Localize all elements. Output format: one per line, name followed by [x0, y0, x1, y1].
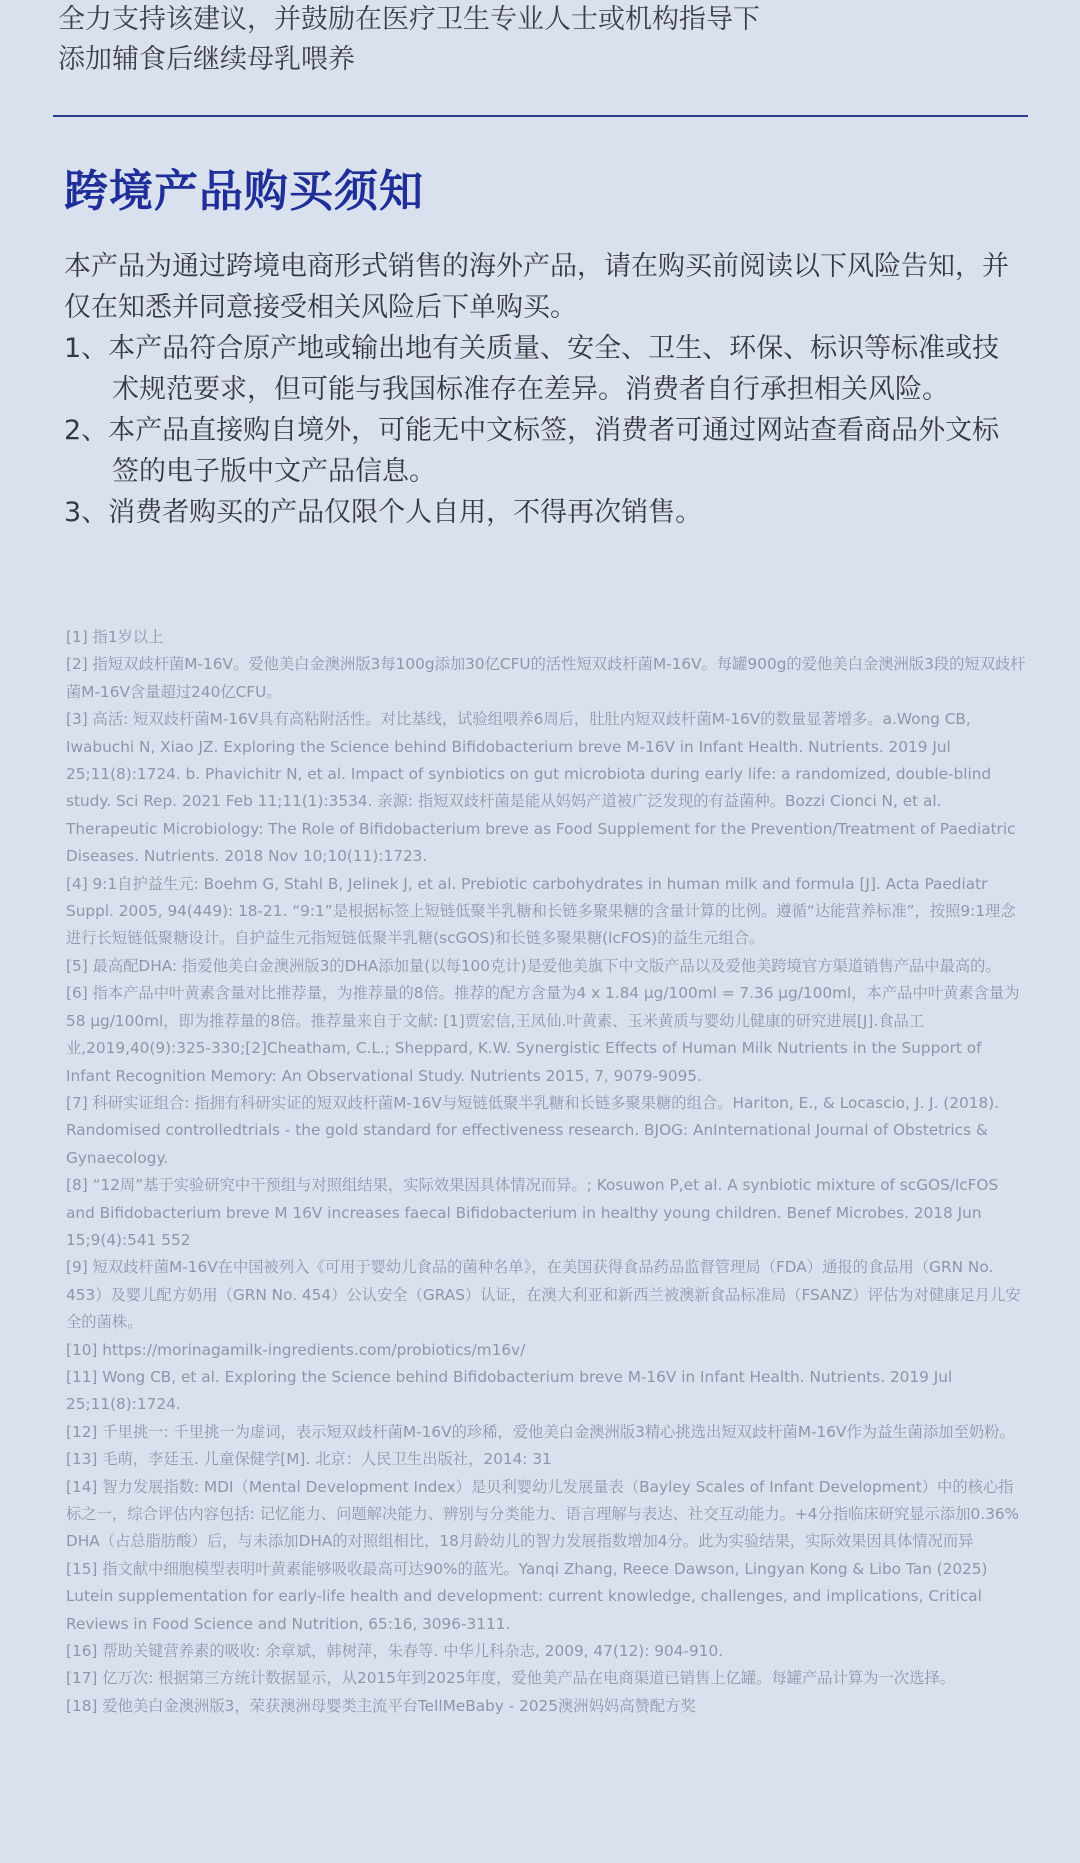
reference-item: [9] 短双歧杆菌M-16V在中国被列入《可用于婴幼儿食品的菌种名单》，在美国获得食品药品监督管理局（FDA）通报的食品用（GRN No. 453）及婴儿配方奶用（GRN No. 454）公认安全（GRAS）认证，在澳大利亚和新西兰被澳新食品标准局（FSANZ）评估为对健康足月儿安全的菌株。	[66, 1258, 1021, 1332]
section-divider	[53, 115, 1028, 117]
notice-item: 1、本产品符合原产地或输出地有关质量、安全、卫生、环保、标识等标准或技术规范要求，但可能与我国标准存在差异。消费者自行承担相关风险。	[64, 333, 1000, 405]
reference-item: [13] 毛萌，李廷玉. 儿童保健学[M]. 北京：人民卫生出版社，2014: 31	[66, 1450, 552, 1469]
reference-item: [7] 科研实证组合: 指拥有科研实证的短双歧杆菌M-16V与短链低聚半乳糖和长链多聚果糖的组合。Hariton, E., & Locascio, J. J. (2018). Randomised controlledtrials - the gold standard for effectiveness research. BJOG: AnInternational Journal of Obstetrics & Gynaecology.	[66, 1093, 1000, 1167]
references-list	[66, 624, 1026, 1720]
reference-item: [4] 9:1自护益生元: Boehm G, Stahl B, Jelinek J, et al. Prebiotic carbohydrates in human milk and formula [J]. Acta Paediatr Suppl. 2005, 94(449): 18-21. “9:1”是根据标签上短链低聚半乳糖和长链多聚果糖的含量计算的比例。遵循“达能营养标准”，按照9:1理念进行长短链低聚糖设计。自护益生元指短链低聚半乳糖(scGOS)和长链多聚果糖(lcFOS)的益生元组合。	[66, 874, 1016, 948]
top-note-line: 添加辅食后继续母乳喂养	[58, 44, 355, 75]
top-note-line: 全力支持该建议，并鼓励在医疗卫生专业人士或机构指导下	[58, 4, 760, 35]
reference-item: [12] 千里挑一: 千里挑一为虚词，表示短双歧杆菌M-16V的珍稀，爱他美白金澳洲版3精心挑选出短双歧杆菌M-16V作为益生菌添加至奶粉。	[66, 1422, 1015, 1441]
reference-item: [3] 高活: 短双歧杆菌M-16V具有高粘附活性。对比基线，试验组喂养6周后，肚肚内短双歧杆菌M-16V的数量显著增多。a.Wong CB, Iwabuchi N, Xiao JZ. Exploring the Science behind Bifidobacterium breve M-16V in Infant Health. Nutrients. 2019 Jul 25;11(8):1724. b. Phavichitr N, et al. Impact of synbiotics on gut microbiota during early life: a randomized, double-blind study. Sci Rep. 2021 Feb 11;11(1):3534. 亲源: 指短双歧杆菌是能从妈妈产道被广泛发现的有益菌种。Bozzi Cionci N, et al. Therapeutic Microbiology: The Role of Bifidobacterium breve as Food Supplement for the Prevention/Treatment of Paediatric Diseases. Nutrients. 2018 Nov 10;10(11):1723.	[66, 710, 1016, 866]
reference-item: [17] 亿万次: 根据第三方统计数据显示，从2015年到2025年度，爱他美产品在电商渠道已销售上亿罐。每罐产品计算为一次选择。	[66, 1669, 955, 1688]
notice-item: 2、本产品直接购自境外，可能无中文标签，消费者可通过网站查看商品外文标签的电子版中文产品信息。	[64, 415, 1000, 487]
reference-item: [2] 指短双歧杆菌M-16V。爱他美白金澳洲版3每100g添加30亿CFU的活性短双歧杆菌M-16V。每罐900g的爱他美白金澳洲版3段的短双歧杆菌M-16V含量超过240亿CFU。	[66, 655, 1026, 701]
notice-item: 3、消费者购买的产品仅限个人自用，不得再次销售。	[64, 497, 703, 528]
reference-item: [5] 最高配DHA: 指爱他美白金澳洲版3的DHA添加量(以每100克计)是爱他美旗下中文版产品以及爱他美跨境官方渠道销售产品中最高的。	[66, 956, 1001, 975]
reference-item: [18] 爱他美白金澳洲版3，荣获澳洲母婴类主流平台TellMeBaby - 2025澳洲妈妈高赞配方奖	[66, 1696, 696, 1715]
page-title: 跨境产品购买须知	[64, 166, 424, 217]
reference-item: [16] 帮助关键营养素的吸收: 余章斌，韩树萍，朱春等. 中华儿科杂志, 2009, 47(12): 904-910.	[66, 1642, 724, 1661]
reference-item: [15] 指文献中细胞模型表明叶黄素能够吸收最高可达90%的蓝光。Yanqi Zhang, Reece Dawson, Lingyan Kong & Libo Tan (2025) Lutein supplementation for early-life health and development: current knowledge, challenges, and implications, Critical Reviews in Food Science and Nutrition, 65:16, 3096-3111.	[66, 1559, 988, 1633]
reference-item: [14] 智力发展指数: MDI（Mental Development Index）是贝利婴幼儿发展量表（Bayley Scales of Infant Development）中的核心指标之一，综合评估内容包括: 记忆能力、问题解决能力、辨别与分类能力、语言理解与表达、社交互动能力。+4分指临床研究显示添加0.36% DHA（占总脂肪酸）后，与未添加DHA的对照组相比，18月龄幼儿的智力发展指数增加4分。此为实验结果，实际效果因具体情况而异	[66, 1477, 1020, 1551]
purchase-notice	[64, 246, 1024, 533]
notice-intro: 本产品为通过跨境电商形式销售的海外产品，请在购买前阅读以下风险告知，并仅在知悉并同意接受相关风险后下单购买。	[64, 251, 1009, 323]
top-note	[58, 0, 1038, 80]
reference-item: [1] 指1岁以上	[66, 628, 164, 646]
reference-item: [11] Wong CB, et al. Exploring the Science behind Bifidobacterium breve M-16V in Infant Health. Nutrients. 2019 Jul 25;11(8):1724.	[66, 1367, 953, 1414]
reference-item: [8] “12周”基于实验研究中干预组与对照组结果，实际效果因具体情况而异。; Kosuwon P,et al. A synbiotic mixture of scGOS/lcFOS and Bifidobacterium breve M 16V increases faecal Bifidobacterium in healthy young children. Benef Microbes. 2018 Jun 15;9(4):541 552	[66, 1176, 999, 1249]
reference-item: [6] 指本产品中叶黄素含量对比推荐量，为推荐量的8倍。推荐的配方含量为4 x 1.84 μg/100ml = 7.36 μg/100ml，本产品中叶黄素含量为58 μg/100ml，即为推荐量的8倍。推荐量来自于文献: [1]贾宏信,王凤仙.叶黄素、玉米黄质与婴幼儿健康的研究进展[J].食品工业,2019,40(9):325-330;[2]Cheatham, C.L.; Sheppard, K.W. Synergistic Effects of Human Milk Nutrients in the Support of Infant Recognition Memory: An Observational Study. Nutrients 2015, 7, 9079-9095.	[66, 984, 1020, 1085]
reference-item: [10] https://morinagamilk-ingredients.com/probiotics/m16v/	[66, 1340, 526, 1359]
